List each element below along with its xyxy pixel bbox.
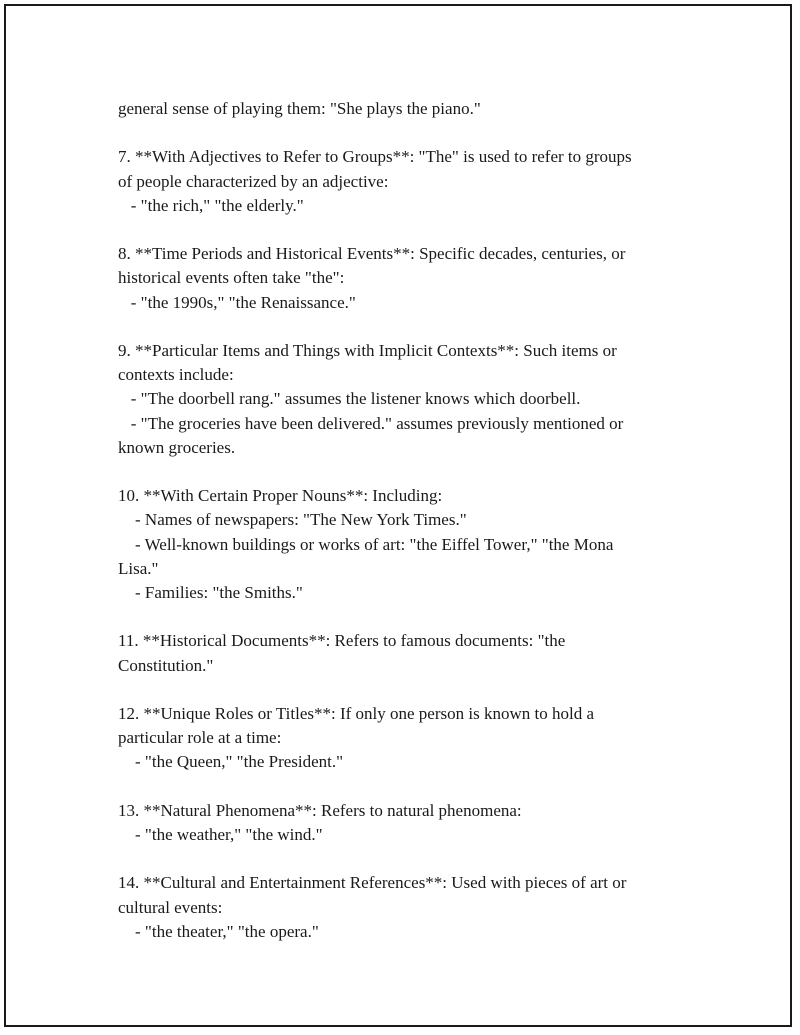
text-line: - "the Queen," "the President." <box>118 752 344 772</box>
text-line: - Families: "the Smiths." <box>118 583 303 602</box>
text-line: - "the rich," "the elderly." <box>118 195 304 215</box>
document-body <box>118 97 698 944</box>
text-line: 11. **Historical Documents**: Refers to famous documents: "the <box>118 631 566 651</box>
text-line: - "The groceries have been delivered." assumes previously mentioned or <box>118 413 624 433</box>
blank-line <box>118 460 698 484</box>
text-line: 8. **Time Periods and Historical Events**: Specific decades, centuries, or <box>118 244 626 264</box>
blank-line <box>118 847 698 871</box>
text-line: - Well-known buildings or works of art: "the Eiffel Tower," "the Mona <box>118 534 614 554</box>
text-line: particular role at a time: <box>118 728 282 748</box>
text-line: contexts include: <box>118 365 234 385</box>
text-line: 13. **Natural Phenomena**: Refers to natural phenomena: <box>118 800 522 820</box>
text-line: 14. **Cultural and Entertainment References**: Used with pieces of art or <box>118 873 627 893</box>
text-line: - "the theater," "the opera." <box>118 921 319 941</box>
text-line: Lisa." <box>118 558 159 578</box>
blank-line <box>118 605 698 629</box>
text-line: - "The doorbell rang." assumes the listener knows which doorbell. <box>118 389 581 409</box>
text-line: - "the 1990s," "the Renaissance." <box>118 292 356 312</box>
text-line: - Names of newspapers: "The New York Times." <box>118 510 467 530</box>
text-line: 10. **With Certain Proper Nouns**: Including: <box>118 486 443 506</box>
page-frame <box>4 4 792 1027</box>
blank-line <box>118 218 698 242</box>
blank-line <box>118 678 698 702</box>
text-line: - "the weather," "the wind." <box>118 824 323 844</box>
text-line: 7. **With Adjectives to Refer to Groups**: "The" is used to refer to groups <box>118 147 632 167</box>
text-line: known groceries. <box>118 437 236 457</box>
text-line: cultural events: <box>118 897 223 917</box>
text-line: 12. **Unique Roles or Titles**: If only one person is known to hold a <box>118 703 594 723</box>
blank-line <box>118 121 698 145</box>
blank-line <box>118 775 698 799</box>
text-line: 9. **Particular Items and Things with Implicit Contexts**: Such items or <box>118 340 617 360</box>
text-line: of people characterized by an adjective: <box>118 171 389 191</box>
text-line: general sense of playing them: "She plays the piano." <box>118 99 481 118</box>
blank-line <box>118 315 698 339</box>
text-line: historical events often take "the": <box>118 268 345 288</box>
text-line: Constitution." <box>118 655 214 675</box>
